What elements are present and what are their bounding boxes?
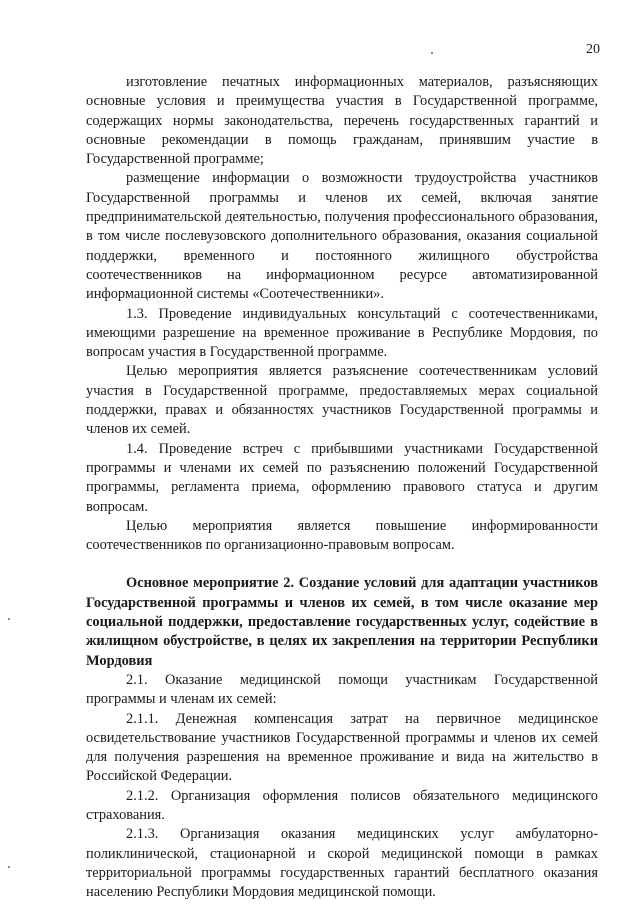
paragraph-1-3-consultations: 1.3. Проведение индивидуальных консультаций с соотечественниками, имеющими разрешение на временное проживание в Республике Мордовия, по вопросам участия в Государственной программе. [86,305,598,361]
page-number: 20 [586,42,600,57]
section-heading-measure-2: Основное мероприятие 2. Создание условий для адаптации участников Государственной программы и членов их семей, в том числе оказание мер социальной поддержки, предоставление государственных услуг, содействие в жилищном обустройстве, в целях их закрепления на территории Республики Мордовия [86,575,598,669]
document-body [86,73,598,902]
paragraph-2-1-1-compensation: 2.1.1. Денежная компенсация затрат на первичное медицинское освидетельствование участников Государственной программы и членов их семей для получения разрешения на временное проживание и вида на жительство в Российской Федерации. [86,710,598,785]
paragraph-2-1-medical-help: 2.1. Оказание медицинской помощи участникам Государственной программы и членам их семей: [86,671,598,708]
section-spacer [86,555,598,574]
paragraph-2-1-2-insurance: 2.1.2. Организация оформления полисов обязательного медицинского страхования. [86,787,598,823]
paragraph-1-4-goal: Целью мероприятия является повышение информированности соотечественников по организационно-правовым вопросам. [86,517,598,554]
paragraph-printed-materials: изготовление печатных информационных материалов, разъясняющих основные условия и преимущества участия в Государственной программе, содержащих нормы законодательства, перечень государственных гарантий и основные рекомендации в помощь гражданам, принявшим участие в Государственной программе; [86,74,598,168]
paragraph-1-4-meetings: 1.4. Проведение встреч с прибывшими участниками Государственной программы и членами их семей по разъяснению положений Государственной программы, регламента приема, оформлению правового статуса и другим вопросам. [86,440,598,515]
paragraph-employment-info: размещение информации о возможности трудоустройства участников Государственной программы и членов их семей, включая занятие предпринимательской деятельностью, получения профессионального образования, в том числе послевузовского дополнительного образования, оказания социальной поддержки, временного и постоянного жилищного обустройства соотечественников на информационном ресурсе автоматизированной информационной системы «Соотечественники». [86,170,598,303]
scan-speck [8,618,10,620]
scan-speck [431,52,433,54]
paragraph-2-1-3-medical-services: 2.1.3. Организация оказания медицинских услуг амбулаторно-поликлинической, стационарной и скорой медицинской помощи в рамках территориальной программы государственных гарантий бесплатного оказания населению Республики Мордовия медицинской помощи. [86,826,598,901]
paragraph-1-3-goal: Целью мероприятия является разъяснение соотечественникам условий участия в Государственной программе, предоставляемых мерах социальной поддержки, правах и обязанностях участников Государственной программы и членов их семей. [86,363,598,438]
scan-speck [8,866,10,868]
